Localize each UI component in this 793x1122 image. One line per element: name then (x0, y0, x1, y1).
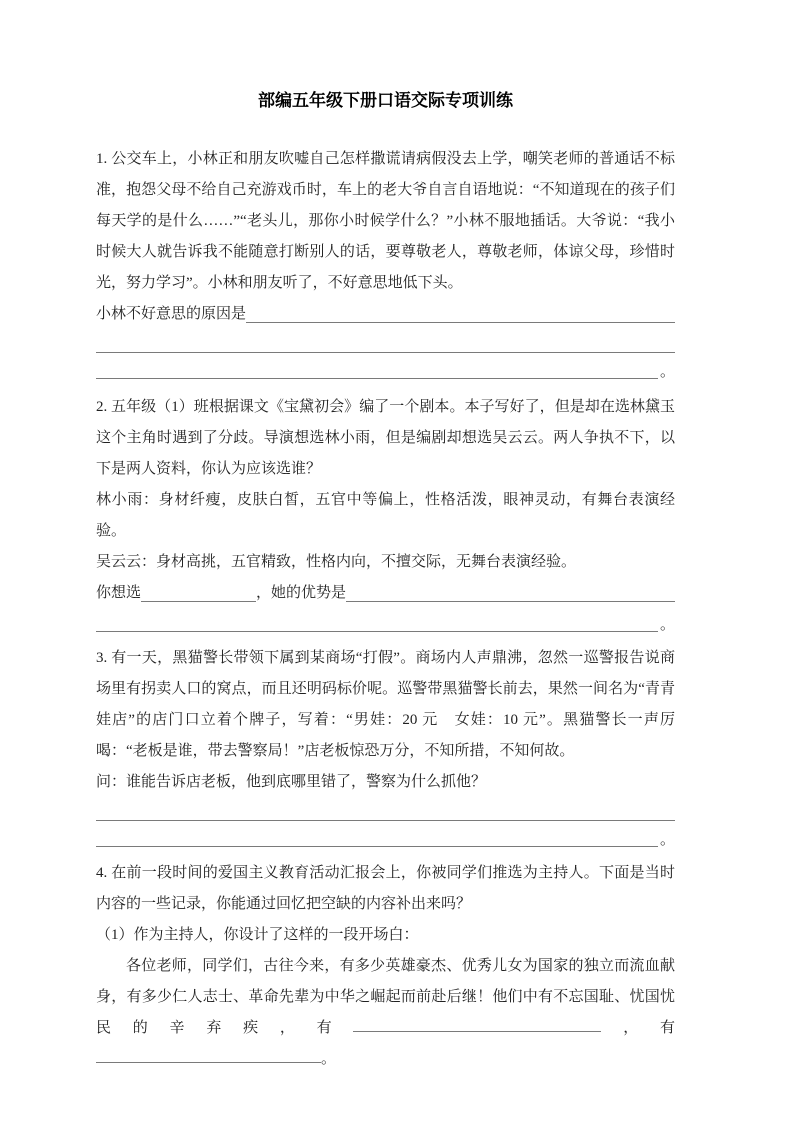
q2-profile-lin-xiaoyu: 林小雨：身材纤瘦，皮肤白皙，五官中等偏上，性格活泼，眼神灵动，有舞台表演经验。 (96, 492, 675, 539)
q3-question-line: 问：谁能告诉店老板，他到底哪里错了，警察为什么抓他？ (96, 774, 487, 790)
q1-answer-row-3 (96, 356, 675, 382)
q4-opening-blank-1 (353, 1019, 601, 1032)
q1-end-period: 。 (659, 364, 675, 380)
q2-profile-wu-yunyun: 吴云云：身材高挑，五官精致，性格内向，不擅交际，无舞台表演经验。 (96, 554, 577, 570)
q2-fill-text-1: 你想选 (96, 585, 142, 601)
q1-answer-blank-1 (246, 322, 675, 323)
q4-opening-blank-2 (96, 1050, 321, 1063)
blank-line (96, 846, 658, 847)
q1-answer-row-2 (96, 330, 675, 356)
worksheet-title: 部编五年级下册口语交际专项训练 (258, 91, 513, 110)
blank-line (96, 352, 675, 353)
q4-opening-speech (96, 951, 675, 1075)
q2-answer-row-2 (96, 609, 675, 635)
q1-answer-line (96, 299, 675, 330)
q1-body: 1. 公交车上，小林正和朋友吹嘘自己怎样撒谎请病假没去上学，嘲笑老师的普通话不标准，抱怨父母不给自己充游戏币时，车上的老大爷自言自语地说：“不知道现在的孩子们每天学的是什么……”“老头儿，那你小时候学什么？”小林不服地插话。大爷说：“我小时候大人就告诉我不能随意打断别人的话，要尊敬老人，尊敬老师，体谅父母，珍惜时光，努力学习”。小林和朋友听了，不好意思地低下头。 (96, 151, 675, 291)
q3-body: 3. 有一天，黑猫警长带领下属到某商场“打假”。商场内人声鼎沸，忽然一巡警报告说商场里有拐卖人口的窝点，而且还明码标价呢。巡警带黑猫警长前去，果然一间名为“青青娃店”的店门口立着个牌子，写着：“男娃：20 元 女娃：10 元”。黑猫警长一声厉喝：“老板是谁，带去警察局！”店老板惊恐万分，不知所措，不知何故。 (96, 650, 675, 759)
q4-opening-text-1: 各位老师，同学们，古往今来，有多少英雄豪杰、优秀儿女为国家的独立而流血献身，有多少仁人志士、革命先辈为中华之崛起而前赴后继！他们中有不忘国耻、忧国忧民的辛弃疾，有 (96, 958, 675, 1036)
q3-answer-row-2 (96, 824, 675, 850)
q2-answer-line (96, 578, 675, 609)
question-2 (96, 392, 675, 635)
question-1 (96, 144, 675, 382)
q4-end-period: 。 (321, 1051, 337, 1067)
q2-body: 2. 五年级（1）班根据课文《宝黛初会》编了一个剧本。本子写好了，但是却在选林黛玉这个主角时遇到了分歧。导演想选林小雨，但是编剧却想选吴云云。两人争执不下，以下是两人资料，你认为应该选谁？ (96, 399, 675, 477)
q2-fill-text-2: ，她的优势是 (256, 585, 347, 601)
q3-end-period: 。 (659, 832, 675, 848)
q4-opening-text-2: ，有 (601, 1020, 675, 1036)
q4-subitem-1: （1）作为主持人，你设计了这样的一段开场白： (96, 927, 419, 943)
blank-line (96, 378, 658, 379)
q4-body: 4. 在前一段时间的爱国主义教育活动汇报会上，你被同学们推选为主持人。下面是当时内容的一些记录，你能通过回忆把空缺的内容补出来吗？ (96, 865, 675, 912)
q1-answer-prompt: 小林不好意思的原因是 (96, 306, 247, 322)
q2-end-period: 。 (659, 617, 675, 633)
blank-line (96, 631, 658, 632)
question-3 (96, 643, 675, 850)
question-4 (96, 858, 675, 1075)
q2-answer-blank-1 (141, 601, 256, 602)
blank-line (96, 820, 675, 821)
q3-answer-row-1 (96, 798, 675, 824)
q2-answer-blank-2 (346, 601, 675, 602)
